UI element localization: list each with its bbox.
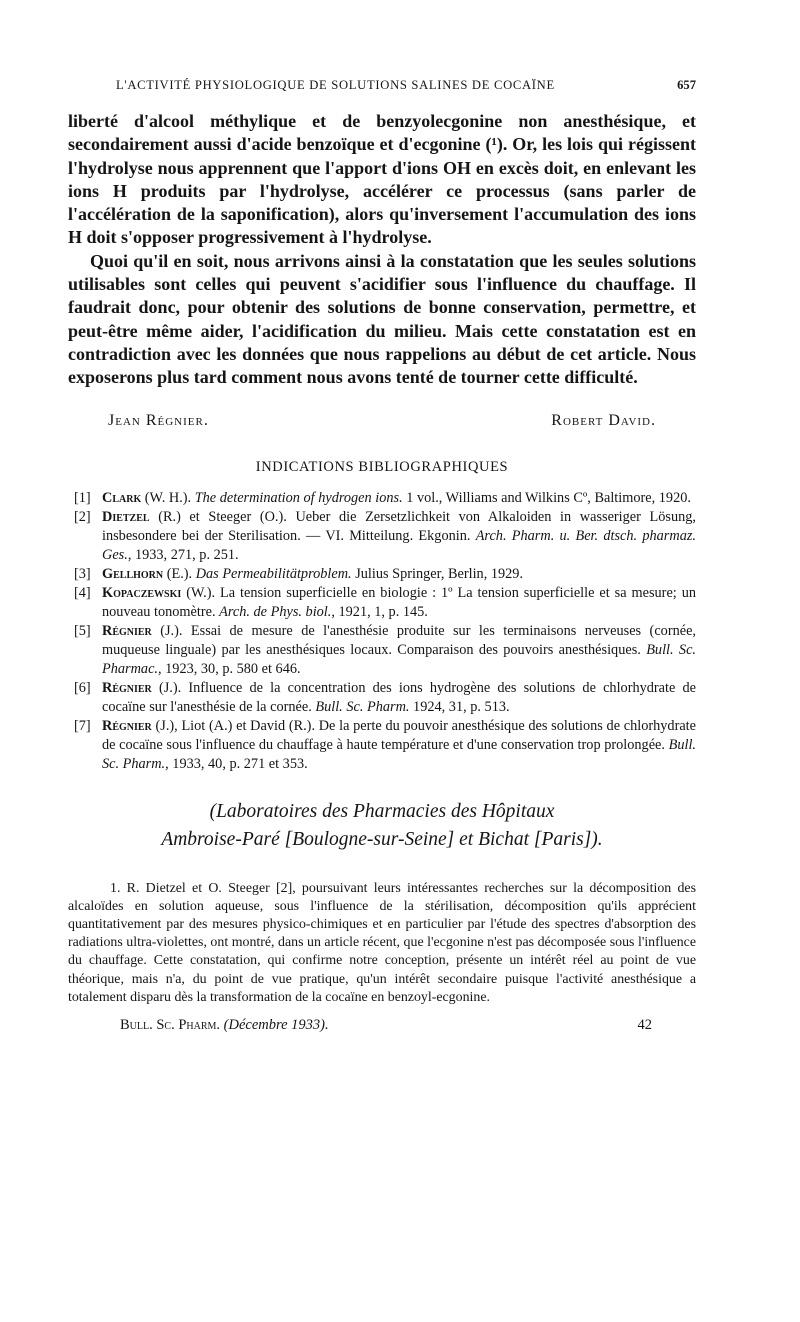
- paragraph: liberté d'alcool méthylique et de benzyolecgonine non anesthésique, et secondairement aussi d'acide benzoïque et d'ecgonine (¹). Or, les lois qui régissent l'hydrolyse nous apprennent que l'apport d'ions OH en excès doit, en enlevant les ions H produits par l'hydrolyse, accélérer ce processus (sans parler de l'accélération de la saponification), alors qu'inversement l'accumulation des ions H doit s'opposer progressivement à l'hydrolyse.: [68, 111, 696, 248]
- reference-author: Régnier: [102, 622, 152, 639]
- reference-title: Arch. de Phys. biol.: [219, 603, 332, 620]
- reference-text: (R.) et Steeger (O.). Ueber die Zersetzlichkeit von Alkaloiden in wasseriger Lösung, insbesondere bei der Sterilisation. — VI. Mitteilung. Ekgonin.: [102, 508, 696, 544]
- bibliography-entry: [68, 717, 696, 774]
- reference-title: Arch. Pharm. u. Ber. dtsch. pharmaz. Ges.: [102, 527, 696, 563]
- reference-title: Bull. Sc. Pharm.: [315, 698, 410, 715]
- reference-text: (J.). Essai de mesure de l'anesthésie produite sur les terminaisons nerveuses (cornée, muqueuse linguale) par les anesthésiques locaux. Comparaison des pouvoirs anesthésiques.: [102, 622, 696, 658]
- reference-number: [4]: [74, 584, 91, 601]
- reference-details: 1 vol., Williams and Wilkins Cº, Baltimore, 1920.: [402, 489, 691, 506]
- signature-jean-regnier: Jean Régnier.: [108, 411, 209, 429]
- reference-title: The determination of hydrogen ions.: [194, 489, 403, 506]
- reference-author: Kopaczewski: [102, 584, 182, 601]
- reference-title: Das Permeabilitätproblem.: [195, 565, 352, 582]
- signature-mark: 42: [637, 1016, 652, 1033]
- laboratory-affiliation: [68, 798, 696, 854]
- footer-journal: [120, 1017, 329, 1034]
- reference-details: , 1933, 271, p. 251.: [127, 546, 239, 563]
- reference-author: Régnier: [102, 717, 152, 734]
- bibliography-entry: [68, 508, 696, 565]
- journal-issue: (Décembre 1933).: [223, 1016, 329, 1033]
- affiliation-line: Ambroise-Paré [Boulogne-sur-Seine] et Bichat [Paris]).: [161, 828, 603, 850]
- bibliography-entry: [68, 565, 696, 584]
- page-footer: [68, 1017, 696, 1034]
- reference-number: [1]: [74, 489, 91, 506]
- signatures: [68, 412, 696, 430]
- reference-number: [3]: [74, 565, 91, 582]
- bibliography-entry: [68, 489, 696, 508]
- paragraph: Quoi qu'il en soit, nous arrivons ainsi à la constatation que les seules solutions utilisables sont celles qui peuvent s'acidifier sous l'influence du chauffage. Il faudrait donc, pour obtenir des solutions de bonne conservation, permettre, et peut-être même aider, l'acidification du milieu. Mais cette constatation est en contradiction avec les données que nous rappelions au début de cet article. Nous exposerons plus tard comment nous avons tenté de tourner cette difficulté.: [68, 250, 696, 388]
- reference-number: [7]: [74, 717, 91, 734]
- document-page: [68, 78, 696, 1034]
- reference-number: [2]: [74, 508, 91, 525]
- reference-text: (J.), Liot (A.) et David (R.). De la perte du pouvoir anesthésique des solutions de chlorhydrate de cocaïne sous l'influence du chauffage à haute température et d'une conservation trop prolongée.: [102, 717, 696, 753]
- bibliography-title: INDICATIONS BIBLIOGRAPHIQUES: [255, 458, 509, 475]
- reference-author: Dietzel: [102, 508, 150, 525]
- journal-name: Bull. Sc. Pharm.: [120, 1016, 221, 1033]
- reference-author: Gellhorn: [102, 565, 164, 582]
- reference-author: Clark: [102, 489, 142, 506]
- affiliation-line: (Laboratoires des Pharmacies des Hôpitaux: [209, 800, 555, 822]
- bibliography-list: [68, 489, 696, 774]
- bibliography-entry: [68, 584, 696, 622]
- reference-details: , 1933, 40, p. 271 et 353.: [165, 755, 308, 772]
- reference-title: Bull. Sc. Pharmac.: [102, 641, 696, 677]
- footnote: [68, 880, 696, 1007]
- reference-text: (W.). La tension superficielle en biologie : 1º La tension superficielle et sa mesure; un nouveau tonomètre.: [102, 584, 696, 620]
- reference-text: (W. H.).: [141, 489, 195, 506]
- bibliography-entry: [68, 679, 696, 717]
- reference-author: Régnier: [102, 679, 152, 696]
- reference-text: (E.).: [163, 565, 196, 582]
- body-text: [68, 110, 696, 390]
- running-head: [116, 78, 696, 98]
- reference-details: , 1923, 30, p. 580 et 646.: [158, 660, 301, 677]
- bibliography-entry: [68, 622, 696, 679]
- running-title: L'ACTIVITÉ PHYSIOLOGIQUE DE SOLUTIONS SALINES DE COCAÏNE: [116, 78, 555, 92]
- page-number: 657: [677, 78, 696, 92]
- footnote-text: 1. R. Dietzel et O. Steeger [2], poursuivant leurs intéressantes recherches sur la décomposition des alcaloïdes en solution aqueuse, sous l'influence de la stérilisation, décomposition qu'ils apprécient quantitativement par des mesures physico-chimiques et en particulier par l'étude des spectres d'absorption des radiations ultra-violettes, ont montré, dans un article récent, que l'ecgonine n'est pas décomposée sous l'influence du chauffage. Cette constatation, qui confirme notre conception, présente un intérêt réel au point de vue théorique, mais n'a, du point de vue pratique, qu'un intérêt secondaire puisque l'activité anesthésique a totalement disparu dès la transformation de la cocaïne en benzoyl-ecgonine.: [68, 880, 696, 1005]
- reference-number: [6]: [74, 679, 91, 696]
- signature-robert-david: Robert David.: [551, 411, 656, 429]
- reference-details: , 1921, 1, p. 145.: [331, 603, 428, 620]
- reference-details: Julius Springer, Berlin, 1929.: [351, 565, 524, 582]
- reference-number: [5]: [74, 622, 91, 639]
- reference-text: (J.). Influence de la concentration des ions hydrogène des solutions de chlorhydrate de cocaïne sur l'anesthésie de la cornée.: [102, 679, 696, 715]
- reference-title: Bull. Sc. Pharm.: [102, 736, 696, 772]
- reference-details: 1924, 31, p. 513.: [409, 698, 510, 715]
